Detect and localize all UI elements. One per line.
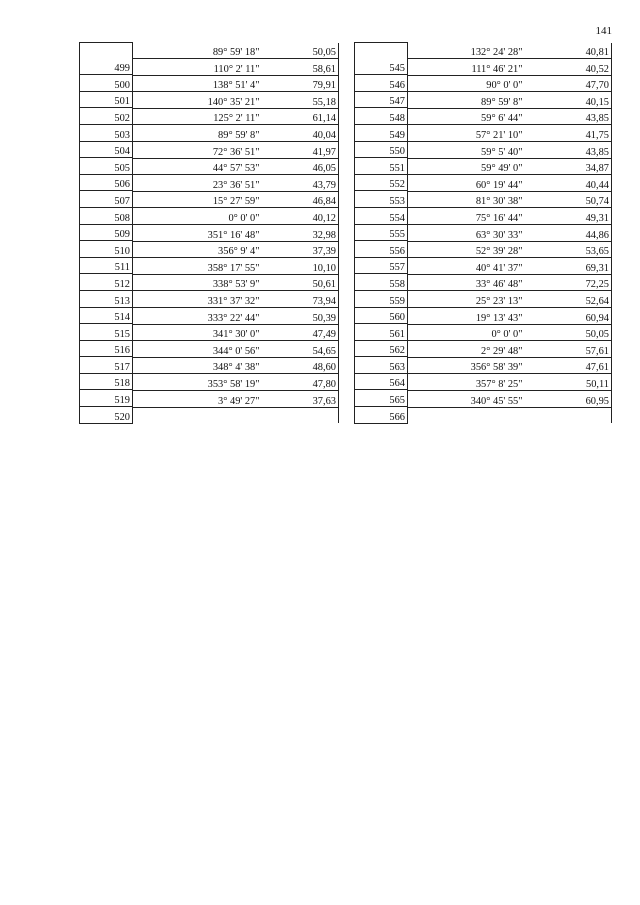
point-number-cell: 550 [355, 141, 408, 158]
point-number-cell: 546 [355, 75, 408, 92]
point-number-cell: 516 [80, 340, 133, 357]
distance-cell: 37,39 [263, 241, 339, 258]
angle-cell: 52° 39' 28" [408, 241, 526, 258]
point-number-cell: 564 [355, 373, 408, 390]
distance-cell: 40,04 [263, 125, 339, 142]
point-number-cell [80, 43, 133, 59]
distance-cell: 79,91 [263, 75, 339, 92]
angle-cell: 338° 53' 9" [133, 274, 263, 291]
distance-cell: 72,25 [526, 274, 612, 291]
distance-cell: 47,80 [263, 374, 339, 391]
distance-cell: 50,05 [263, 43, 339, 59]
angle-cell: 333° 22' 44" [133, 308, 263, 325]
angle-cell: 132° 24' 28" [408, 43, 526, 59]
angle-cell: 125° 2' 11" [133, 108, 263, 125]
distance-cell: 47,49 [263, 324, 339, 341]
angle-cell: 358° 17' 55" [133, 258, 263, 275]
angle-cell: 40° 41' 37" [408, 258, 526, 275]
distance-cell: 54,65 [263, 341, 339, 358]
point-number-cell: 559 [355, 290, 408, 307]
table-row [355, 43, 612, 59]
point-number-cell: 514 [80, 307, 133, 324]
angle-cell: 356° 58' 39" [408, 357, 526, 374]
distance-cell: 57,61 [526, 341, 612, 358]
point-number-cell: 518 [80, 373, 133, 390]
angle-cell: 59° 5' 40" [408, 142, 526, 159]
angle-cell: 60° 19' 44" [408, 175, 526, 192]
distance-cell: 50,61 [263, 274, 339, 291]
angle-cell: 344° 0' 56" [133, 341, 263, 358]
point-number-cell: 562 [355, 340, 408, 357]
distance-cell: 60,95 [526, 390, 612, 407]
point-number-cell [355, 43, 408, 59]
distance-cell: 32,98 [263, 225, 339, 242]
page-number: 141 [595, 25, 612, 37]
angle-cell: 340° 45' 55" [408, 390, 526, 407]
distance-cell: 53,65 [526, 241, 612, 258]
point-number-cell: 558 [355, 274, 408, 291]
point-number-cell: 555 [355, 224, 408, 241]
point-number-cell: 565 [355, 390, 408, 407]
distance-cell: 58,61 [263, 59, 339, 76]
angle-cell: 59° 6' 44" [408, 108, 526, 125]
distance-cell: 41,75 [526, 125, 612, 142]
angle-cell: 351° 16' 48" [133, 225, 263, 242]
angle-cell: 33° 46' 48" [408, 274, 526, 291]
distance-cell: 43,85 [526, 108, 612, 125]
point-number-cell: 545 [355, 59, 408, 75]
distance-cell: 47,61 [526, 357, 612, 374]
distance-cell: 34,87 [526, 158, 612, 175]
point-number-cell: 510 [80, 241, 133, 258]
distance-cell: 43,85 [526, 142, 612, 159]
point-number-cell: 507 [80, 191, 133, 208]
point-number-cell: 515 [80, 324, 133, 341]
table-row [80, 43, 339, 59]
point-number-cell: 553 [355, 191, 408, 208]
distance-cell: 43,79 [263, 175, 339, 192]
point-number-cell: 517 [80, 357, 133, 374]
angle-cell: 81° 30' 38" [408, 191, 526, 208]
distance-cell: 41,97 [263, 142, 339, 159]
point-number-cell: 500 [80, 75, 133, 92]
distance-cell: 50,74 [526, 191, 612, 208]
distance-cell: 50,05 [526, 324, 612, 341]
point-number-cell: 503 [80, 124, 133, 141]
point-number-cell: 513 [80, 290, 133, 307]
angle-cell: 0° 0' 0" [408, 324, 526, 341]
distance-cell: 60,94 [526, 308, 612, 325]
distance-cell: 40,15 [526, 92, 612, 109]
point-number-cell: 551 [355, 158, 408, 175]
point-number-cell: 502 [80, 108, 133, 125]
angle-cell: 138° 51' 4" [133, 75, 263, 92]
angle-cell: 23° 36' 51" [133, 175, 263, 192]
point-number-cell: 557 [355, 257, 408, 274]
distance-cell: 40,12 [263, 208, 339, 225]
angle-cell: 25° 23' 13" [408, 291, 526, 308]
distance-cell: 69,31 [526, 258, 612, 275]
distance-cell: 40,52 [526, 59, 612, 76]
angle-cell: 59° 49' 0" [408, 158, 526, 175]
angle-cell: 3° 49' 27" [133, 390, 263, 407]
distance-cell: 55,18 [263, 92, 339, 109]
angle-cell: 341° 30' 0" [133, 324, 263, 341]
distance-cell: 48,60 [263, 357, 339, 374]
point-number-cell: 512 [80, 274, 133, 291]
distance-cell: 44,86 [526, 225, 612, 242]
point-number-cell: 560 [355, 307, 408, 324]
point-number-cell: 548 [355, 108, 408, 125]
angle-cell: 140° 35' 21" [133, 92, 263, 109]
angle-cell: 331° 37' 32" [133, 291, 263, 308]
angle-cell: 90° 0' 0" [408, 75, 526, 92]
distance-cell: 50,39 [263, 308, 339, 325]
point-number-cell: 561 [355, 324, 408, 341]
point-number-cell: 509 [80, 224, 133, 241]
angle-cell: 89° 59' 8" [133, 125, 263, 142]
point-number-cell: 563 [355, 357, 408, 374]
angle-cell: 356° 9' 4" [133, 241, 263, 258]
angle-cell: 57° 21' 10" [408, 125, 526, 142]
point-number-cell: 511 [80, 257, 133, 274]
point-number-cell: 554 [355, 207, 408, 224]
angle-cell: 2° 29' 48" [408, 341, 526, 358]
point-number-cell: 506 [80, 174, 133, 191]
distance-cell: 47,70 [526, 75, 612, 92]
point-number-cell: 547 [355, 91, 408, 108]
angle-cell: 63° 30' 33" [408, 225, 526, 242]
distance-cell: 40,44 [526, 175, 612, 192]
point-number-cell: 499 [80, 59, 133, 75]
distance-cell: 52,64 [526, 291, 612, 308]
point-number-cell: 556 [355, 241, 408, 258]
coordinate-table-right [354, 42, 612, 424]
angle-cell: 75° 16' 44" [408, 208, 526, 225]
distance-cell: 40,81 [526, 43, 612, 59]
angle-cell: 72° 36' 51" [133, 142, 263, 159]
angle-cell: 111° 46' 21" [408, 59, 526, 76]
angle-cell: 110° 2' 11" [133, 59, 263, 76]
point-number-cell: 519 [80, 390, 133, 407]
point-number-cell: 552 [355, 174, 408, 191]
empty-cell [133, 407, 339, 423]
point-number-cell: 508 [80, 207, 133, 224]
angle-cell: 15° 27' 59" [133, 191, 263, 208]
distance-cell: 46,05 [263, 158, 339, 175]
point-number-cell: 549 [355, 124, 408, 141]
angle-cell: 19° 13' 43" [408, 308, 526, 325]
distance-cell: 10,10 [263, 258, 339, 275]
distance-cell: 50,11 [526, 374, 612, 391]
point-number-cell: 501 [80, 91, 133, 108]
angle-cell: 44° 57' 53" [133, 158, 263, 175]
angle-cell: 348° 4' 38" [133, 357, 263, 374]
distance-cell: 37,63 [263, 390, 339, 407]
empty-cell [408, 407, 612, 423]
angle-cell: 89° 59' 18" [133, 43, 263, 59]
distance-cell: 46,84 [263, 191, 339, 208]
point-number-cell: 520 [80, 407, 133, 424]
angle-cell: 89° 59' 8" [408, 92, 526, 109]
distance-cell: 61,14 [263, 108, 339, 125]
angle-cell: 357° 8' 25" [408, 374, 526, 391]
point-number-cell: 505 [80, 158, 133, 175]
coordinate-table-left [79, 42, 339, 424]
angle-cell: 0° 0' 0" [133, 208, 263, 225]
distance-cell: 73,94 [263, 291, 339, 308]
distance-cell: 49,31 [526, 208, 612, 225]
angle-cell: 353° 58' 19" [133, 374, 263, 391]
point-number-cell: 566 [355, 407, 408, 424]
point-number-cell: 504 [80, 141, 133, 158]
